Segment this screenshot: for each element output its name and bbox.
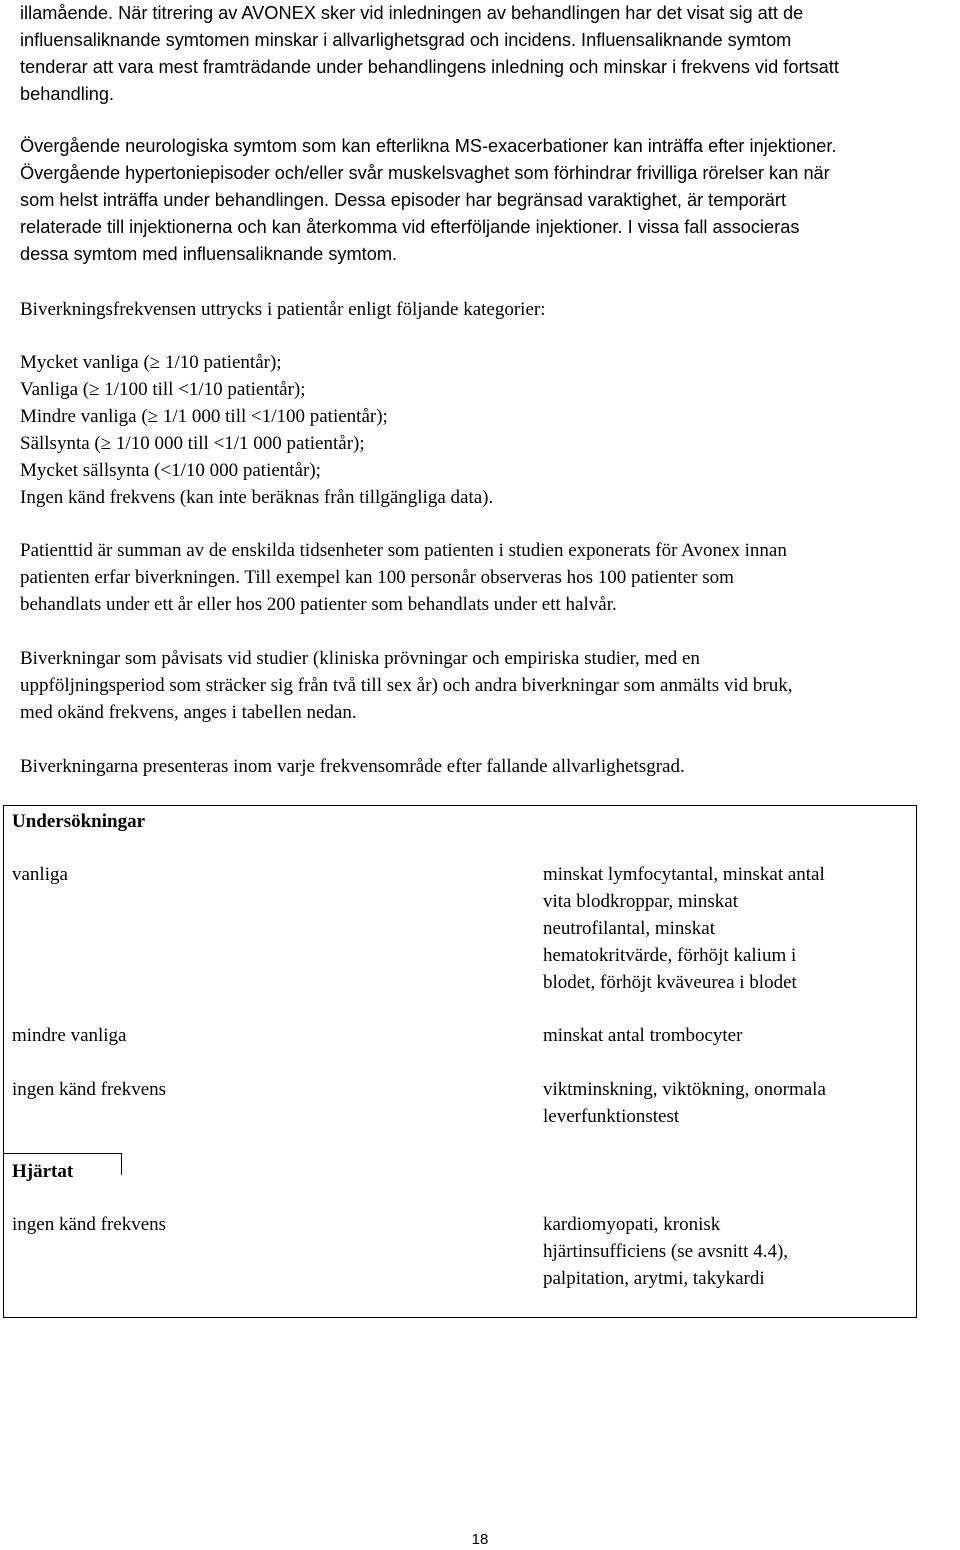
text-line: behandlats under ett år eller hos 200 patienter som behandlats under ett halvår. bbox=[20, 594, 617, 615]
frequency-category: Ingen känd frekvens (kan inte beräknas från tillgängliga data). bbox=[20, 487, 494, 508]
text-line: som helst inträffa under behandlingen. Dessa episoder har begränsad varaktighet, är temporärt bbox=[20, 190, 787, 210]
text-line: Biverkningar som påvisats vid studier (kliniska prövningar och empiriska studier, med en bbox=[20, 648, 700, 669]
text-line: Patienttid är summan av de enskilda tidsenheter som patienten i studien exponerats för Avonex innan bbox=[20, 540, 787, 561]
table-row-frequency: ingen känd frekvens bbox=[12, 1079, 167, 1100]
intro-paragraph bbox=[20, 0, 956, 108]
text-line: viktminskning, viktökning, onormala bbox=[543, 1079, 826, 1100]
frequency-category: Mindre vanliga (≥ 1/1 000 till <1/100 patientår); bbox=[20, 406, 388, 427]
order-note bbox=[20, 753, 956, 780]
text-line: minskat lymfocytantal, minskat antal bbox=[543, 864, 825, 885]
table-row-frequency: ingen känd frekvens bbox=[12, 1214, 167, 1235]
text-line: med okänd frekvens, anges i tabellen nedan. bbox=[20, 702, 357, 723]
text-line: behandling. bbox=[20, 84, 115, 104]
frequency-category: Mycket vanliga (≥ 1/10 patientår); bbox=[20, 352, 282, 373]
patient-time-paragraph bbox=[20, 537, 956, 618]
section-heading-hjartat bbox=[12, 1158, 73, 1185]
frequency-category: Vanliga (≥ 1/100 till <1/10 patientår); bbox=[20, 379, 306, 400]
frequency-category: Sällsynta (≥ 1/10 000 till <1/1 000 patientår); bbox=[20, 433, 365, 454]
text-line: Biverkningarna presenteras inom varje frekvensområde efter fallande allvarlighetsgrad. bbox=[20, 756, 685, 777]
text-line: blodet, förhöjt kväveurea i blodet bbox=[543, 972, 797, 993]
text-line: neutrofilantal, minskat bbox=[543, 918, 716, 939]
neuro-paragraph bbox=[20, 133, 956, 268]
text-line: influensaliknande symtomen minskar i allvarlighetsgrad och incidens. Influensaliknande symtom bbox=[20, 30, 792, 50]
table-row-reactions bbox=[543, 1211, 913, 1292]
text-line: tenderar att vara mest framträdande under behandlingens inledning och minskar i frekvens vid fortsatt bbox=[20, 57, 839, 77]
text-line: Övergående hypertoniepisoder och/eller svår muskelsvaghet som förhindrar frivilliga rörelser kan när bbox=[20, 163, 830, 183]
table-row-reactions bbox=[543, 1022, 913, 1049]
text-line: kardiomyopati, kronisk bbox=[543, 1214, 721, 1235]
text-line: relaterade till injektionerna och kan återkomma vid efterföljande injektioner. I vissa fall associeras bbox=[20, 217, 800, 237]
section-divider bbox=[121, 1153, 122, 1175]
text-line: patienten erfar biverkningen. Till exempel kan 100 personår observeras hos 100 patienter som bbox=[20, 567, 734, 588]
section-heading-undersokningar bbox=[12, 808, 145, 835]
text-line: palpitation, arytmi, takykardi bbox=[543, 1268, 765, 1289]
text-line: leverfunktionstest bbox=[543, 1106, 680, 1127]
table-row-reactions bbox=[543, 861, 913, 996]
text-line: uppföljningsperiod som sträcker sig från två till sex år) och andra biverkningar som anmälts vid bruk, bbox=[20, 675, 793, 696]
frequency-intro bbox=[20, 296, 956, 323]
text-line: hematokritvärde, förhöjt kalium i bbox=[543, 945, 797, 966]
text-line: illamående. När titrering av AVONEX sker vid inledningen av behandlingen har det visat sig att de bbox=[20, 3, 804, 23]
text-line: vita blodkroppar, minskat bbox=[543, 891, 739, 912]
text-line: hjärtinsufficiens (se avsnitt 4.4), bbox=[543, 1241, 789, 1262]
studies-paragraph bbox=[20, 645, 956, 726]
table-row-reactions bbox=[543, 1076, 913, 1130]
section-heading-text: Undersökningar bbox=[12, 811, 146, 832]
section-heading-text: Hjärtat bbox=[12, 1161, 74, 1182]
text-line: minskat antal trombocyter bbox=[543, 1025, 743, 1046]
text-line: Biverkningsfrekvensen uttrycks i patientår enligt följande kategorier: bbox=[20, 299, 546, 320]
section-divider bbox=[3, 1153, 122, 1154]
table-row-frequency: vanliga bbox=[12, 864, 68, 885]
page-number: 18 bbox=[471, 1531, 489, 1548]
frequency-category-list bbox=[20, 349, 956, 511]
text-line: dessa symtom med influensaliknande symtom. bbox=[20, 244, 398, 264]
text-line: Övergående neurologiska symtom som kan efterlikna MS-exacerbationer kan inträffa efter injektioner. bbox=[20, 136, 837, 156]
frequency-category: Mycket sällsynta (<1/10 000 patientår); bbox=[20, 460, 321, 481]
table-row-frequency: mindre vanliga bbox=[12, 1025, 127, 1046]
